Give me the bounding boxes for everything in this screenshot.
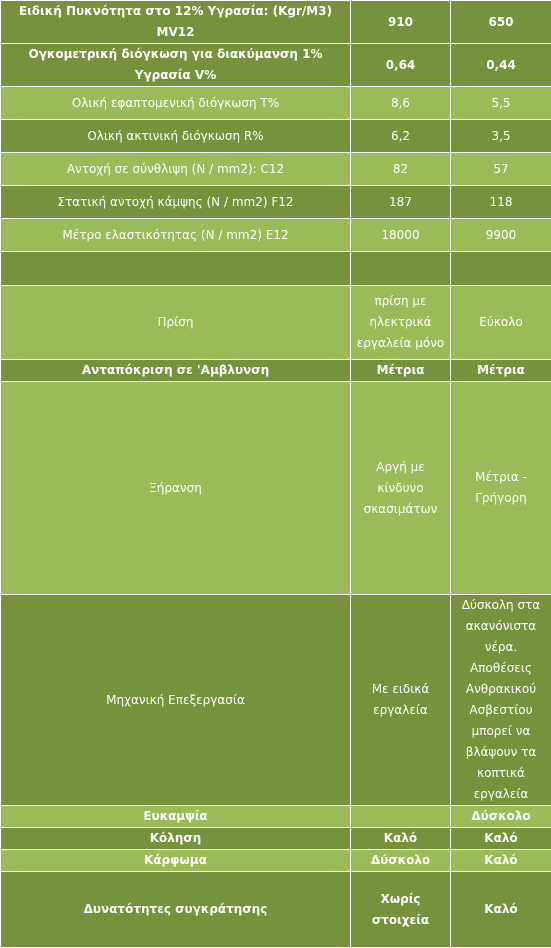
value-a: Δύσκολο <box>351 850 451 872</box>
value-b: 0,44 <box>451 44 551 87</box>
table-row <box>1 872 551 948</box>
value-a: 82 <box>351 153 451 186</box>
property-label: Μηχανική Επεξεργασία <box>1 595 351 806</box>
value-a <box>351 806 451 828</box>
value-b: Μέτρια - Γρήγορη <box>451 382 551 595</box>
value-b: 5,5 <box>451 87 551 120</box>
property-label <box>1 252 351 286</box>
value-b: 3,5 <box>451 120 551 153</box>
table-row <box>1 382 551 595</box>
property-label: Στατική αντοχή κάμψης (N / mm2) F12 <box>1 186 351 219</box>
value-a: 0,64 <box>351 44 451 87</box>
value-a: 187 <box>351 186 451 219</box>
table-row <box>1 44 551 87</box>
table-row <box>1 186 551 219</box>
value-b: 650 <box>451 1 551 44</box>
value-a: 6,2 <box>351 120 451 153</box>
table-row <box>1 286 551 360</box>
value-a <box>351 252 451 286</box>
table-row <box>1 360 551 382</box>
value-a: 8,6 <box>351 87 451 120</box>
value-a: Χωρίς στοιχεία <box>351 872 451 948</box>
table-row <box>1 806 551 828</box>
property-label: Κόληση <box>1 828 351 850</box>
table-row-empty <box>1 252 551 286</box>
table-row <box>1 120 551 153</box>
value-a: Καλό <box>351 828 451 850</box>
property-label: Αντοχή σε σύνθλιψη (N / mm2): C12 <box>1 153 351 186</box>
value-b: 9900 <box>451 219 551 252</box>
value-a: πρίση με ηλεκτρικά εργαλεία μόνο <box>351 286 451 360</box>
table-row <box>1 219 551 252</box>
table-row <box>1 850 551 872</box>
table-row <box>1 828 551 850</box>
value-a: 910 <box>351 1 451 44</box>
value-b: Καλό <box>451 872 551 948</box>
table-row <box>1 87 551 120</box>
property-label: Ξήρανση <box>1 382 351 595</box>
value-b: Μέτρια <box>451 360 551 382</box>
property-label: Πρίση <box>1 286 351 360</box>
property-label: Ολική εφαπτομενική διόγκωση T% <box>1 87 351 120</box>
value-a: 18000 <box>351 219 451 252</box>
property-label: Ολική ακτινική διόγκωση R% <box>1 120 351 153</box>
value-b: Καλό <box>451 828 551 850</box>
value-a: Με ειδικά εργαλεία <box>351 595 451 806</box>
value-a: Μέτρια <box>351 360 451 382</box>
property-label: Μέτρο ελαστικότητας (N / mm2) E12 <box>1 219 351 252</box>
property-label: Ανταπόκριση σε 'Αμβλυνση <box>1 360 351 382</box>
value-b <box>451 252 551 286</box>
value-b: Δύσκολο <box>451 806 551 828</box>
value-a: Αργή με κίνδυνο σκασιμάτων <box>351 382 451 595</box>
value-b: 57 <box>451 153 551 186</box>
property-label: Ειδική Πυκνότητα στο 12% Υγρασία: (Kgr/M3) MV12 <box>1 1 351 44</box>
property-label: Δυνατότητες συγκράτησης <box>1 872 351 948</box>
value-b: Δύσκολη στα ακανόνιστα νέρα. Αποθέσεις Ανθρακικού Ασβεστίου μπορεί να βλάψουν τα κοπτικά εργαλεία <box>451 595 551 806</box>
value-b: 118 <box>451 186 551 219</box>
property-label: Ογκομετρική διόγκωση για διακύμανση 1% Υγρασία V% <box>1 44 351 87</box>
value-b: Εύκολο <box>451 286 551 360</box>
table-row <box>1 595 551 806</box>
property-label: Κάρφωμα <box>1 850 351 872</box>
property-label: Ευκαμψία <box>1 806 351 828</box>
value-b: Καλό <box>451 850 551 872</box>
table-row <box>1 1 551 44</box>
table-row <box>1 153 551 186</box>
